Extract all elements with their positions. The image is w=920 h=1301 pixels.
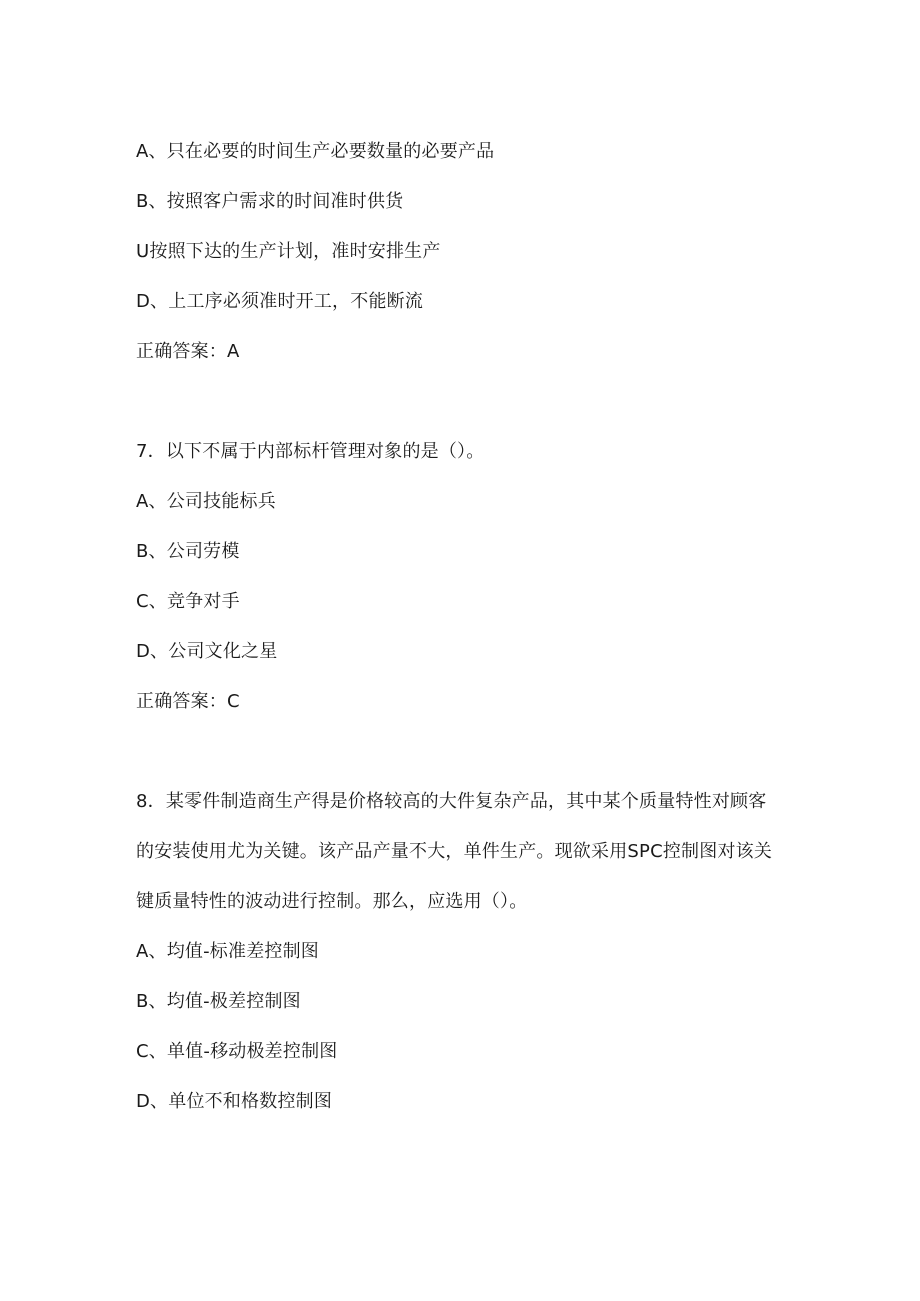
- q7-option-d: D、公司文化之星: [136, 641, 278, 662]
- q8-option-a: A、均值-标准差控制图: [136, 941, 320, 962]
- q7-option-b: B、公司劳模: [136, 541, 240, 562]
- q7-answer: 正确答案：C: [136, 691, 240, 712]
- q8-stem-line-1: 8．某零件制造商生产得是价格较高的大件复杂产品，其中某个质量特性对顾客: [136, 791, 767, 812]
- q6-option-c: U按照下达的生产计划，准时安排生产: [136, 241, 441, 262]
- q6-option-d: D、上工序必须准时开工，不能断流: [136, 291, 424, 312]
- q8-option-d: D、单位不和格数控制图: [136, 1091, 333, 1112]
- q7-option-a: A、公司技能标兵: [136, 491, 276, 512]
- q8-option-c: C、单值-移动极差控制图: [136, 1041, 338, 1062]
- q6-option-b: B、按照客户需求的时间准时供货: [136, 191, 404, 212]
- q7-stem: 7．以下不属于内部标杆管理对象的是（）。: [136, 441, 485, 462]
- q7-option-c: C、竞争对手: [136, 591, 240, 612]
- q6-answer: 正确答案：A: [136, 341, 240, 362]
- q8-stem-line-2: 的安装使用尤为关键。该产品产量不大，单件生产。现欲采用SPC控制图对该关: [136, 841, 773, 862]
- q6-option-a: A、只在必要的时间生产必要数量的必要产品: [136, 141, 495, 162]
- q8-stem-line-3: 键质量特性的波动进行控制。那么，应选用（）。: [136, 891, 528, 912]
- q8-option-b: B、均值-极差控制图: [136, 991, 301, 1012]
